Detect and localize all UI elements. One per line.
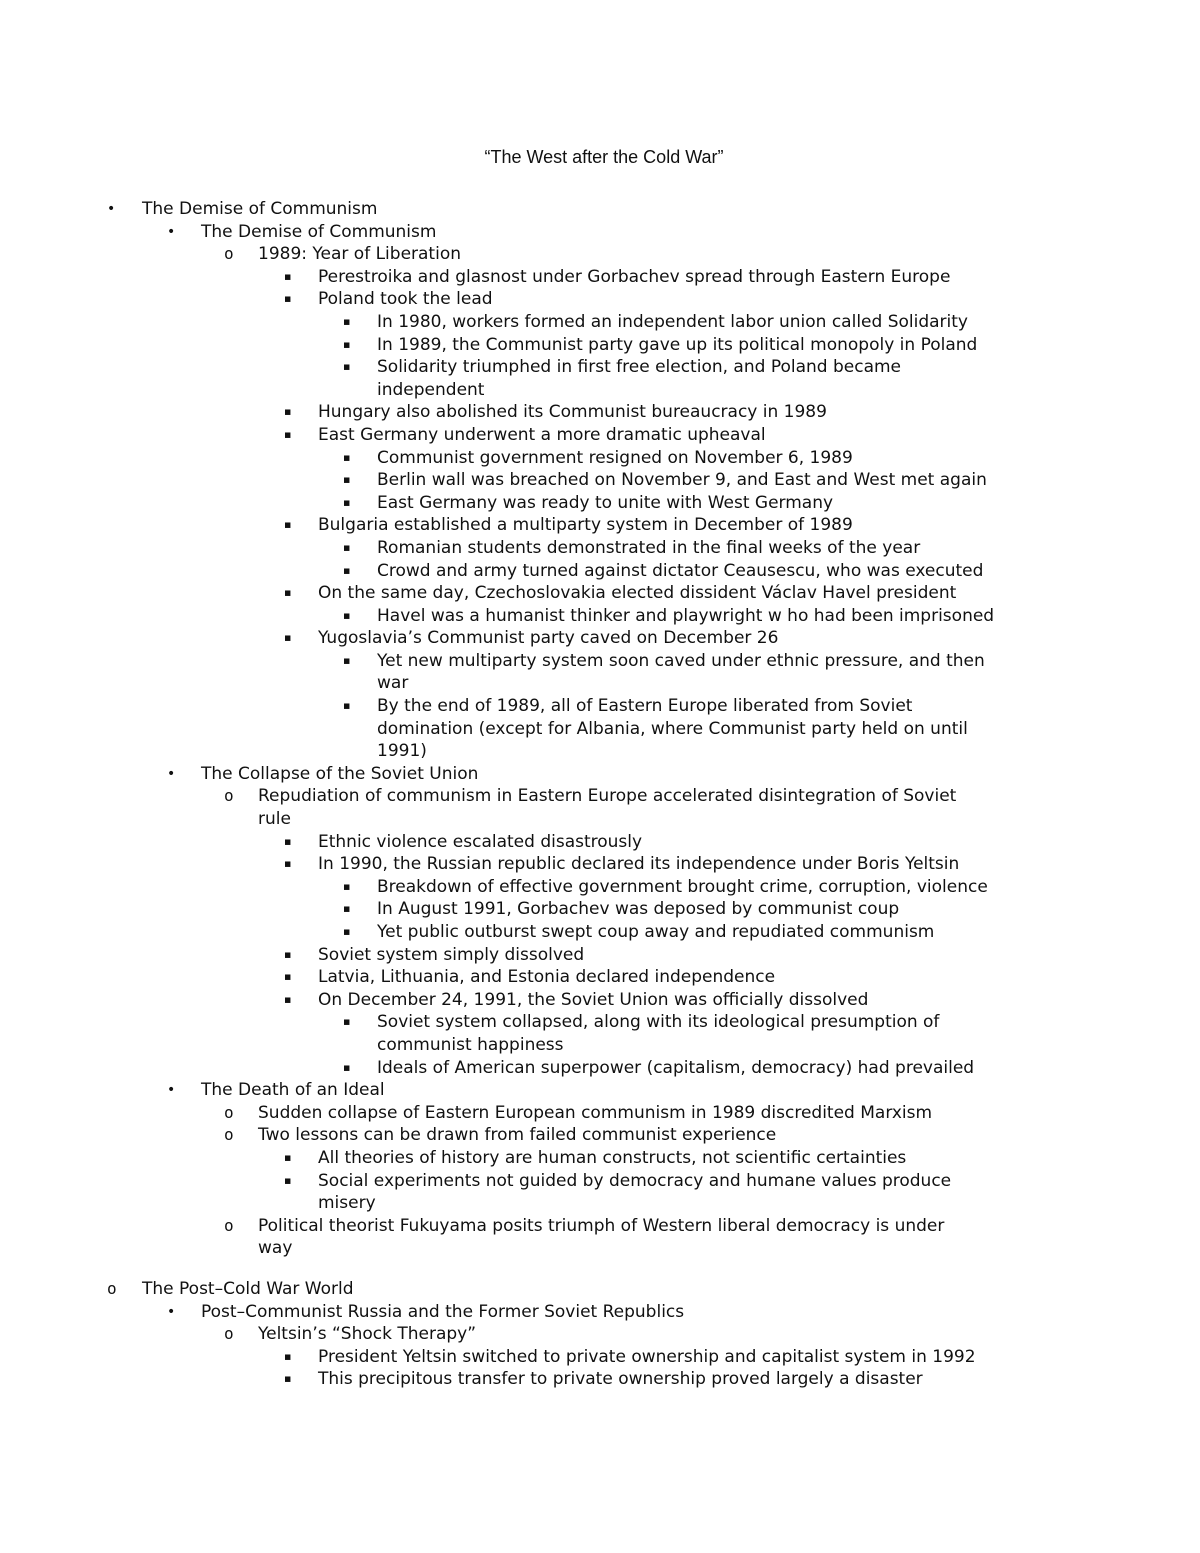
outline-item xyxy=(0,356,1200,379)
outline-item-text: The Death of an Ideal xyxy=(201,1080,385,1101)
outline-item-text: Soviet system simply dissolved xyxy=(318,944,585,965)
outline-item xyxy=(0,582,1200,605)
outline-item xyxy=(0,1215,1200,1238)
square-bullet-icon: ▪ xyxy=(343,540,351,554)
outline-item xyxy=(0,560,1200,583)
outline-item xyxy=(0,492,1200,515)
outline-item-text: Berlin wall was breached on November 9, and East and West met again xyxy=(377,470,987,491)
outline-item xyxy=(0,695,1200,718)
disc-bullet-icon: • xyxy=(107,201,116,217)
outline-item-text: communist happiness xyxy=(377,1034,564,1055)
square-bullet-icon: ▪ xyxy=(284,631,292,645)
outline-item-text: Breakdown of effective government brought crime, corruption, violence xyxy=(377,876,988,897)
outline-item xyxy=(0,537,1200,560)
square-bullet-icon: ▪ xyxy=(343,653,351,667)
outline-item-text: Latvia, Lithuania, and Estonia declared independence xyxy=(318,967,776,988)
outline-item-text: The Demise of Communism xyxy=(142,199,378,219)
outline-item xyxy=(0,266,1200,289)
outline-item-text: Social experiments not guided by democracy and humane values produce xyxy=(318,1170,952,1191)
outline-item xyxy=(0,921,1200,944)
square-bullet-icon: ▪ xyxy=(343,925,351,938)
outline-item xyxy=(0,469,1200,492)
outline-item xyxy=(0,1170,1200,1193)
square-bullet-icon: ▪ xyxy=(284,1173,292,1187)
outline-item-text: Solidarity triumphed in first free election, and Poland became xyxy=(377,357,902,378)
outline-item xyxy=(0,898,1200,921)
outline-item xyxy=(0,1301,1200,1324)
outline-item-text: Political theorist Fukuyama posits triumph of Western liberal democracy is under xyxy=(258,1215,945,1236)
square-bullet-icon: ▪ xyxy=(343,314,351,328)
outline-item xyxy=(0,1147,1200,1170)
outline-item-text: 1991) xyxy=(377,741,427,762)
square-bullet-icon: ▪ xyxy=(284,1372,292,1386)
circle-bullet-icon: o xyxy=(224,1125,234,1145)
square-bullet-icon: ▪ xyxy=(343,495,351,509)
outline-item-text: war xyxy=(377,673,409,694)
outline-item xyxy=(0,1011,1200,1034)
outline-item-text: The Post–Cold War World xyxy=(142,1278,354,1299)
disc-bullet-icon: • xyxy=(167,1303,176,1320)
square-bullet-icon: ▪ xyxy=(284,970,292,984)
outline-item-text: President Yeltsin switched to private ownership and capitalist system in 1992 xyxy=(318,1346,976,1367)
square-bullet-icon: ▪ xyxy=(284,947,292,961)
outline-item-text: Two lessons can be drawn from failed communist experience xyxy=(258,1125,777,1146)
outline-item xyxy=(0,627,1200,650)
outline-item xyxy=(0,1079,1200,1102)
outline-item-text: Ethnic violence escalated disastrously xyxy=(318,831,643,852)
outline-item-text: In August 1991, Gorbachev was deposed by communist coup xyxy=(377,899,900,920)
outline-item xyxy=(0,650,1200,673)
outline-item-text: Repudiation of communism in Eastern Europe accelerated disintegration of Soviet xyxy=(258,786,957,807)
outline-item-text: Havel was a humanist thinker and playwright w ho had been imprisoned xyxy=(377,605,995,626)
outline-item xyxy=(0,401,1200,424)
circle-bullet-icon: o xyxy=(224,244,234,264)
outline-item-text: This precipitous transfer to private ownership proved largely a disaster xyxy=(318,1369,923,1390)
blank-line xyxy=(0,1260,1200,1278)
outline-item-text: Yet new multiparty system soon caved under ethnic pressure, and then xyxy=(377,650,985,671)
outline-item xyxy=(0,1057,1200,1080)
outline-item-text: In 1990, the Russian republic declared its independence under Boris Yeltsin xyxy=(318,854,960,875)
disc-bullet-icon: • xyxy=(167,223,176,240)
circle-bullet-icon: o xyxy=(224,1102,234,1122)
outline-item xyxy=(0,1346,1200,1369)
outline-item xyxy=(0,966,1200,989)
square-bullet-icon: ▪ xyxy=(343,879,351,893)
outline-item xyxy=(0,288,1200,311)
outline-item xyxy=(0,379,1200,402)
outline-item xyxy=(0,989,1200,1012)
square-bullet-icon: ▪ xyxy=(343,563,351,577)
square-bullet-icon: ▪ xyxy=(284,1349,292,1363)
outline-item-text: All theories of history are human constructs, not scientific certainties xyxy=(318,1147,907,1168)
outline-item xyxy=(0,1034,1200,1057)
square-bullet-icon: ▪ xyxy=(343,473,351,487)
outline-item xyxy=(0,785,1200,808)
outline-item-text: Ideals of American superpower (capitalism, democracy) had prevailed xyxy=(377,1057,975,1078)
outline-item-text: In 1980, workers formed an independent labor union called Solidarity xyxy=(377,311,968,332)
circle-bullet-icon: o xyxy=(224,1324,234,1344)
outline-item-text: Romanian students demonstrated in the final weeks of the year xyxy=(377,537,921,558)
outline-item xyxy=(0,740,1200,763)
outline-item xyxy=(0,605,1200,628)
outline-item-text: On the same day, Czechoslovakia elected dissident Václav Havel president xyxy=(318,583,957,604)
circle-bullet-icon: o xyxy=(107,1278,117,1298)
outline-item-text: 1989: Year of Liberation xyxy=(258,244,461,265)
outline-item xyxy=(0,1323,1200,1346)
outline-item xyxy=(0,334,1200,357)
outline-item xyxy=(0,876,1200,899)
square-bullet-icon: ▪ xyxy=(343,337,351,351)
outline-item xyxy=(0,831,1200,854)
square-bullet-icon: ▪ xyxy=(343,608,351,622)
outline-item xyxy=(0,718,1200,741)
outline-item-text: By the end of 1989, all of Eastern Europe liberated from Soviet xyxy=(377,696,913,717)
outline-item xyxy=(0,198,1200,221)
square-bullet-icon: ▪ xyxy=(284,405,292,419)
outline-item-text: Communist government resigned on November 6, 1989 xyxy=(377,447,853,468)
square-bullet-icon: ▪ xyxy=(284,427,292,441)
outline-item xyxy=(0,672,1200,695)
square-bullet-icon: ▪ xyxy=(284,269,292,283)
outline-item-text: In 1989, the Communist party gave up its political monopoly in Poland xyxy=(377,334,978,355)
outline-item xyxy=(0,1237,1200,1260)
outline-item-text: independent xyxy=(377,379,485,400)
square-bullet-icon: ▪ xyxy=(284,1150,292,1164)
outline-item xyxy=(0,1368,1200,1391)
outline-item xyxy=(0,944,1200,967)
outline-item-text: Poland took the lead xyxy=(318,289,493,310)
square-bullet-icon: ▪ xyxy=(343,699,351,713)
outline-item-text: Perestroika and glasnost under Gorbachev spread through Eastern Europe xyxy=(318,266,951,287)
outline-item-text: Crowd and army turned against dictator Ceausescu, who was executed xyxy=(377,560,984,581)
outline-item-text: Hungary also abolished its Communist bureaucracy in 1989 xyxy=(318,402,827,423)
outline-list xyxy=(0,198,1200,1391)
outline-item-text: The Demise of Communism xyxy=(201,221,437,242)
outline-item-text: Yet public outburst swept coup away and repudiated communism xyxy=(377,922,935,942)
outline-item-text: The Collapse of the Soviet Union xyxy=(201,763,479,784)
disc-bullet-icon: • xyxy=(167,765,176,782)
square-bullet-icon: ▪ xyxy=(343,902,351,916)
square-bullet-icon: ▪ xyxy=(343,450,351,464)
outline-item-text: way xyxy=(258,1238,293,1259)
outline-item xyxy=(0,1124,1200,1147)
outline-item-text: Bulgaria established a multiparty system in December of 1989 xyxy=(318,515,853,536)
square-bullet-icon: ▪ xyxy=(284,518,292,532)
square-bullet-icon: ▪ xyxy=(284,586,292,600)
outline-item-text: On December 24, 1991, the Soviet Union was officially dissolved xyxy=(318,989,869,1010)
square-bullet-icon: ▪ xyxy=(343,1015,351,1029)
outline-item-text: Sudden collapse of Eastern European communism in 1989 discredited Marxism xyxy=(258,1102,933,1123)
outline-item-text: rule xyxy=(258,809,291,830)
square-bullet-icon: ▪ xyxy=(343,360,351,374)
outline-item xyxy=(0,424,1200,447)
outline-item-text: East Germany was ready to unite with West Germany xyxy=(377,492,834,513)
outline-item xyxy=(0,763,1200,786)
outline-item-text: East Germany underwent a more dramatic upheaval xyxy=(318,424,766,445)
outline-item xyxy=(0,1278,1200,1301)
circle-bullet-icon: o xyxy=(224,786,234,806)
outline-item-text: Soviet system collapsed, along with its ideological presumption of xyxy=(377,1012,940,1033)
outline-item-text: domination (except for Albania, where Communist party held on until xyxy=(377,718,968,739)
square-bullet-icon: ▪ xyxy=(284,857,292,871)
outline-item-text: Yugoslavia’s Communist party caved on December 26 xyxy=(318,628,779,649)
outline-item xyxy=(0,447,1200,470)
circle-bullet-icon: o xyxy=(224,1215,234,1235)
outline-item xyxy=(0,853,1200,876)
outline-item xyxy=(0,1102,1200,1125)
outline-item xyxy=(0,1192,1200,1215)
outline-item xyxy=(0,808,1200,831)
outline-item xyxy=(0,514,1200,537)
square-bullet-icon: ▪ xyxy=(284,292,292,306)
outline-item xyxy=(0,221,1200,244)
disc-bullet-icon: • xyxy=(167,1082,176,1099)
document-title: “The West after the Cold War” xyxy=(484,147,724,167)
outline-item-text: Yeltsin’s “Shock Therapy” xyxy=(258,1324,477,1345)
outline-item-text: misery xyxy=(318,1193,376,1214)
outline-item xyxy=(0,311,1200,334)
square-bullet-icon: ▪ xyxy=(284,834,292,848)
square-bullet-icon: ▪ xyxy=(284,992,292,1006)
outline-item xyxy=(0,243,1200,266)
square-bullet-icon: ▪ xyxy=(343,1060,351,1074)
outline-item-text: Post–Communist Russia and the Former Soviet Republics xyxy=(201,1301,685,1322)
